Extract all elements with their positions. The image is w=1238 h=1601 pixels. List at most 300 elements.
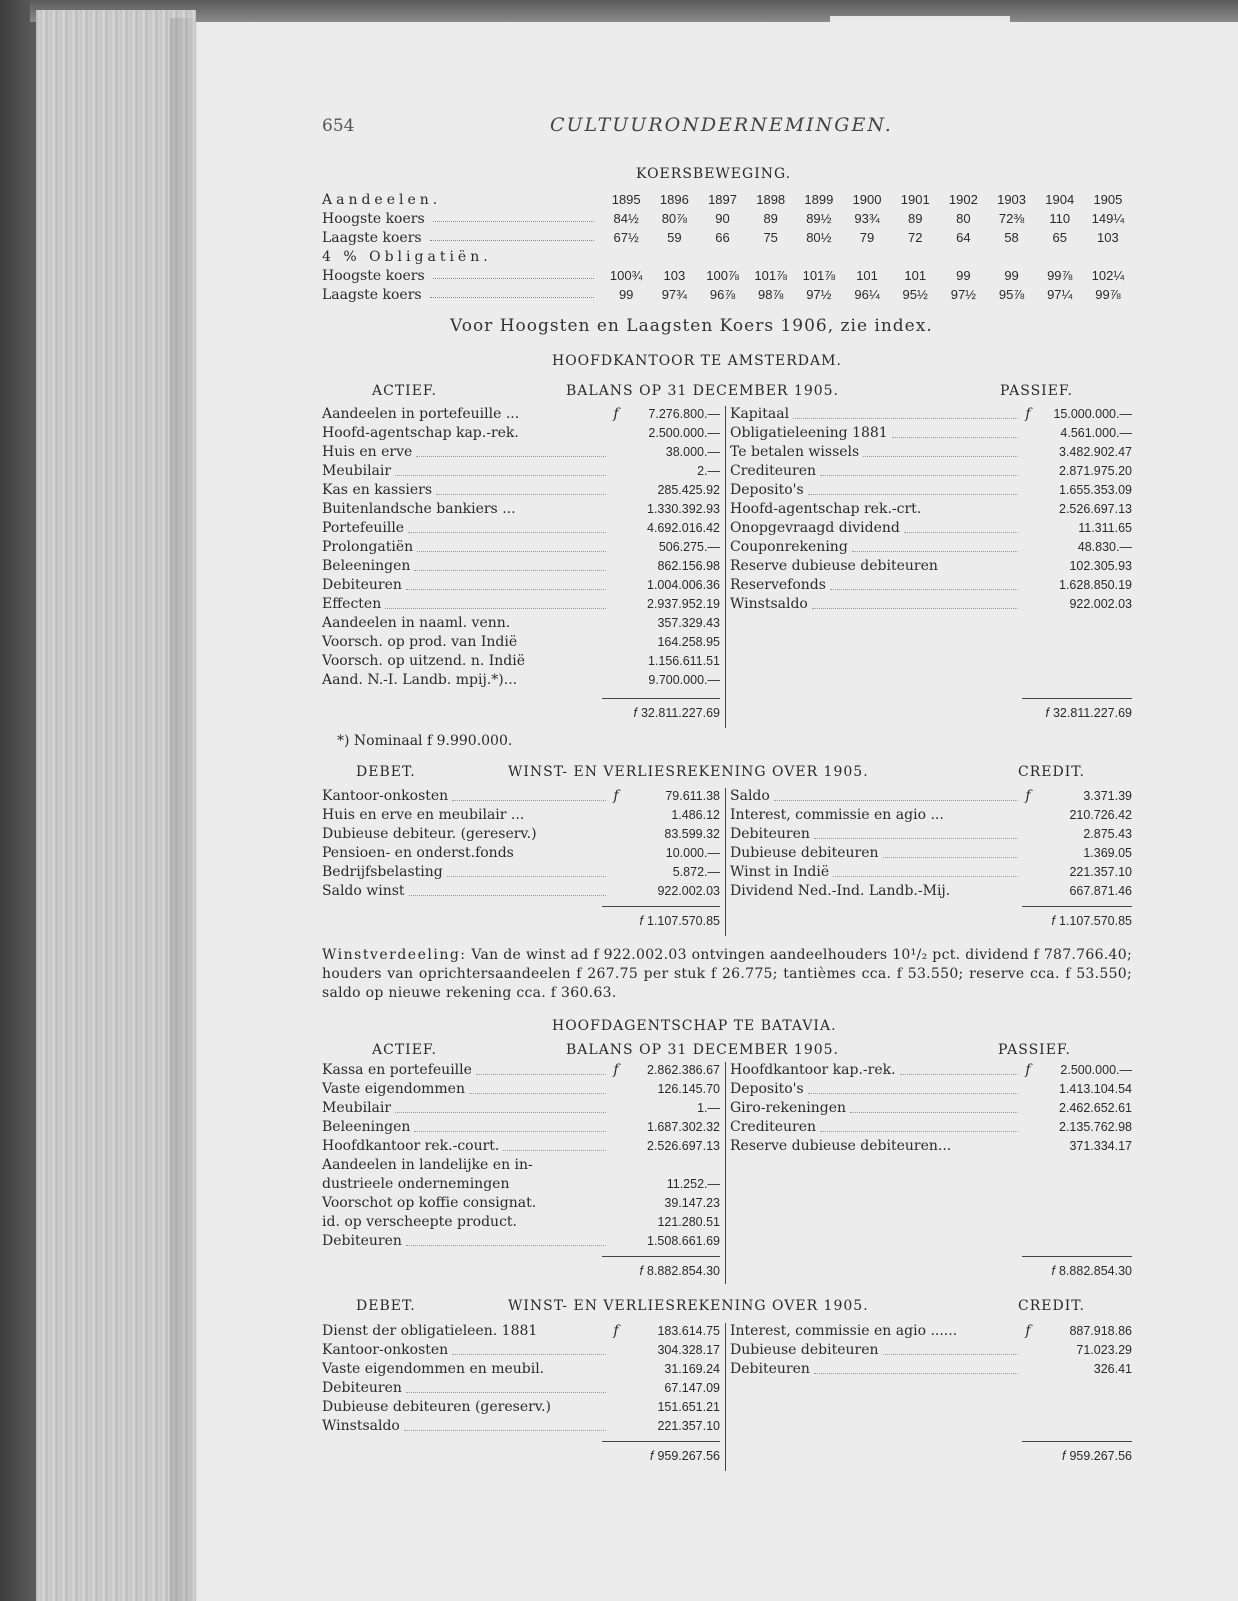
- leader-dots: [852, 541, 1018, 552]
- koers-note: Voor Hoogsten en Laagsten Koers 1906, zie index.: [450, 316, 933, 336]
- koers-value: 95½: [902, 287, 928, 302]
- book-top-edge: [30, 0, 1238, 22]
- ledger-amount: 667.871.46: [1069, 883, 1132, 898]
- ledger-line: [322, 1136, 720, 1155]
- ledger-label: Saldo winst: [322, 882, 405, 899]
- leader-dots: [409, 885, 606, 896]
- ledger-amount: 4.692.016.42: [647, 520, 720, 535]
- total-right: [992, 914, 1132, 928]
- ledger-line: [730, 881, 1132, 900]
- ledger-line: [322, 1174, 720, 1193]
- koers-value: 66: [715, 230, 730, 245]
- total-left: [582, 1449, 720, 1463]
- ledger-label: Interest, commissie en agio ...: [730, 806, 944, 823]
- winstverdeeling-text: Van de winst ad f 922.002.03 ontvingen aandeelhouders 10¹/₂ pct. dividend f 787.766.40; houders van oprichtersaandeelen f 267.75 per stuk f 26.775; tantièmes cca. f 53.550; reserve cca. f 53.550; saldo op nieuwe rekening cca. f 360.63.: [322, 947, 1132, 1001]
- ledger-amount: 1.508.661.69: [647, 1233, 720, 1248]
- ledger-line: [322, 670, 720, 689]
- koers-section-row: [322, 247, 1132, 266]
- ledger-label: Dubieuse debiteuren: [730, 844, 879, 861]
- ledger-line: [730, 480, 1132, 499]
- amsterdam-title: HOOFDKANTOOR TE AMSTERDAM.: [552, 353, 842, 369]
- ledger-amount: 126.145.70: [657, 1081, 720, 1096]
- total-left-amount: 959.267.56: [657, 1449, 720, 1463]
- koers-value: 99: [1004, 268, 1019, 283]
- total-right: [992, 1264, 1132, 1278]
- ledger-line: [322, 632, 720, 651]
- ledger-amount: 285.425.92: [657, 482, 720, 497]
- ledger-label: Kantoor-onkosten: [322, 1341, 449, 1358]
- currency-sign: f: [613, 1322, 619, 1339]
- ledger-amount: 5.872.—: [672, 864, 720, 879]
- ledger-line: [730, 575, 1132, 594]
- ledger-label: Kas en kassiers: [322, 481, 433, 498]
- ledger-label: Meubilair: [322, 462, 392, 479]
- ledger-line: [730, 843, 1132, 862]
- year-cell: 1895: [611, 192, 641, 207]
- leader-dots: [904, 522, 1018, 533]
- currency-sign: f: [1051, 1264, 1055, 1278]
- ledger-amount: 1.004.006.36: [647, 577, 720, 592]
- ledger-label: Winstsaldo: [322, 1417, 400, 1434]
- left-column: [322, 1060, 720, 1250]
- ledger-amount: 304.328.17: [657, 1342, 720, 1357]
- leader-dots: [406, 1382, 606, 1393]
- winstverdeeling-label: Winstverdeeling:: [322, 947, 467, 963]
- ledger-label: Reserve dubieuse debiteuren: [730, 557, 938, 574]
- ledger-line: [322, 651, 720, 670]
- ledger-line: [322, 1060, 720, 1079]
- koers-label-text: Hoogste koers: [322, 267, 425, 284]
- year-cell: 1897: [708, 192, 737, 207]
- ledger-amount: 2.500.000.—: [1060, 1062, 1132, 1077]
- leader-dots: [808, 484, 1018, 495]
- ledger-label: Deposito's: [730, 1080, 804, 1097]
- koers-value: 72: [907, 230, 923, 245]
- ledger-line: [322, 461, 720, 480]
- ledger-line: [322, 1359, 720, 1378]
- ledger-line: [730, 423, 1132, 442]
- ledger-amount: 2.500.000.—: [648, 425, 720, 440]
- ledger-amount: 862.156.98: [657, 558, 720, 573]
- ledger-label: Deposito's: [730, 481, 804, 498]
- koers-row-label: [322, 268, 602, 284]
- ledger-amount: 1.413.104.54: [1059, 1081, 1132, 1096]
- leader-dots: [833, 866, 1018, 877]
- total-rule-left: [602, 906, 720, 907]
- total-right-amount: 8.882.854.30: [1059, 1264, 1132, 1278]
- koers-value: 89: [763, 211, 778, 226]
- ledger-line: [322, 1321, 720, 1340]
- koers-value: 96¼: [854, 287, 880, 302]
- koers-value: 103: [1097, 230, 1119, 245]
- ledger-label: Crediteuren: [730, 1118, 817, 1135]
- ledger-amount: 15.000.000.—: [1053, 406, 1132, 421]
- ledger-amount: 38.000.—: [665, 444, 720, 459]
- ledger-label: Hoofdkantoor kap.-rek.: [730, 1061, 896, 1078]
- leader-dots: [414, 560, 606, 571]
- ledger-amount: 1.156.611.51: [647, 653, 720, 668]
- leader-dots: [452, 1344, 606, 1355]
- ledger-label: Debiteuren: [322, 1379, 402, 1396]
- koers-value: 99: [956, 268, 971, 283]
- ledger-amount: 11.311.65: [1078, 520, 1132, 535]
- ledger-line: [322, 537, 720, 556]
- column-divider: [725, 1062, 726, 1284]
- leader-dots: [452, 790, 606, 801]
- koers-value: 80½: [806, 230, 832, 245]
- ledger-amount: 1.330.392.93: [647, 501, 720, 516]
- ams-balans-center-header: BALANS OP 31 DECEMBER 1905.: [566, 383, 839, 399]
- koers-value: 103: [663, 268, 686, 283]
- ledger-label: Aandeelen in landelijke en in-: [322, 1156, 533, 1173]
- ledger-amount: 71.023.29: [1076, 1342, 1132, 1357]
- ledger-line: [730, 824, 1132, 843]
- ledger-line: [322, 1193, 720, 1212]
- year-cell: 1900: [852, 192, 882, 207]
- ledger-line: [322, 1117, 720, 1136]
- ledger-amount: 3.482.902.47: [1059, 444, 1132, 459]
- ledger-amount: 326.41: [1093, 1361, 1132, 1376]
- ledger-label: Bedrijfsbelasting: [322, 863, 443, 880]
- ledger-label: Kassa en portefeuille: [322, 1061, 472, 1078]
- ledger-amount: 2.871.975.20: [1059, 463, 1132, 478]
- ledger-amount: 1.628.850.19: [1059, 577, 1132, 592]
- ledger-label: Vaste eigendommen: [322, 1080, 465, 1097]
- ledger-line: [730, 442, 1132, 461]
- running-head: CULTUURONDERNEMINGEN.: [550, 114, 893, 136]
- column-divider: [725, 1323, 726, 1471]
- ledger-amount: 2.937.952.19: [647, 596, 720, 611]
- ledger-amount: 2.875.43: [1083, 826, 1132, 841]
- ams-winst-center-header: WINST- EN VERLIESREKENING OVER 1905.: [508, 764, 869, 780]
- ledger-amount: 1.369.05: [1083, 845, 1132, 860]
- ledger-amount: 164.258.95: [657, 634, 720, 649]
- ledger-amount: 151.651.21: [657, 1399, 720, 1414]
- ledger-label: Beleeningen: [322, 557, 411, 574]
- ledger-label: Dubieuse debiteuren (gereserv.): [322, 1398, 551, 1415]
- ledger-amount: 183.614.75: [657, 1323, 720, 1338]
- aandeelen-label: Aandeelen.: [322, 191, 442, 208]
- ledger-amount: 83.599.32: [664, 826, 720, 841]
- ledger-label: Couponrekening: [730, 538, 848, 555]
- column-divider: [725, 406, 726, 728]
- currency-sign: f: [1061, 1449, 1066, 1463]
- leader-dots: [469, 1083, 606, 1094]
- koers-value: 58: [1004, 230, 1019, 245]
- ledger-amount: 48.830.—: [1077, 539, 1132, 554]
- ledger-amount: 121.280.51: [657, 1214, 720, 1229]
- ledger-line: [322, 881, 720, 900]
- leader-dots: [414, 1121, 606, 1132]
- ledger-label: Prolongatiën: [322, 538, 414, 555]
- leader-dots: [433, 268, 594, 279]
- ledger-line: [730, 404, 1132, 423]
- total-left-amount: 8.882.854.30: [647, 1264, 720, 1278]
- ledger-amount: 506.275.—: [658, 539, 720, 554]
- total-right: [992, 1449, 1132, 1463]
- ledger-label: Giro-rekeningen: [730, 1099, 847, 1116]
- left-column: [322, 1321, 720, 1435]
- koers-value: 101⅞: [754, 268, 787, 283]
- ledger-line: [322, 1212, 720, 1231]
- book-cover-edge: [0, 0, 36, 1601]
- ledger-label: Voorsch. op uitzend. n. Indië: [322, 652, 526, 669]
- ledger-label: Aand. N.-I. Landb. mpij.*)...: [322, 671, 518, 688]
- ledger-line: [322, 1416, 720, 1435]
- koers-value: 100¾: [609, 268, 643, 283]
- winstverdeeling-paragraph: [322, 946, 1132, 1003]
- bat-winst-center-header: WINST- EN VERLIESREKENING OVER 1905.: [508, 1298, 869, 1314]
- ledger-label: Buitenlandsche bankiers ...: [322, 500, 516, 517]
- ledger-label: id. op verscheepte product.: [322, 1213, 517, 1230]
- koers-value: 101: [904, 268, 927, 283]
- year-cell: 1903: [997, 192, 1027, 207]
- ledger-label: Meubilair: [322, 1099, 392, 1116]
- ledger-line: [322, 805, 720, 824]
- total-right-amount: 1.107.570.85: [1059, 914, 1132, 928]
- koers-value: 99: [618, 287, 634, 302]
- koers-value: 101⅞: [802, 268, 836, 283]
- page-gutter-shadow: [170, 18, 200, 1601]
- bat-winst-credit-header: CREDIT.: [1018, 1298, 1085, 1314]
- ledger-amount: 1.—: [697, 1100, 720, 1115]
- leader-dots: [404, 1420, 606, 1431]
- koers-value: 59: [667, 230, 682, 245]
- ledger-amount: 221.357.10: [657, 1418, 720, 1433]
- ledger-amount: 922.002.03: [1069, 596, 1132, 611]
- ledger-label: dustrieele ondernemingen: [322, 1175, 510, 1192]
- koers-value: 97½: [950, 287, 977, 302]
- batavia-title: HOOFDAGENTSCHAP TE BATAVIA.: [552, 1018, 837, 1034]
- ledger-line: [322, 1231, 720, 1250]
- koers-value: 65: [1052, 230, 1067, 245]
- ledger-label: Winstsaldo: [730, 595, 808, 612]
- left-column: [322, 404, 720, 689]
- ledger-amount: 2.—: [697, 463, 720, 478]
- ledger-amount: 210.726.42: [1069, 807, 1132, 822]
- ledger-amount: 3.371.39: [1083, 788, 1132, 803]
- total-left: [582, 706, 720, 720]
- ledger-line: [730, 556, 1132, 575]
- leader-dots: [793, 408, 1018, 419]
- koers-label-text: Laagste koers: [322, 286, 422, 303]
- ledger-label: Hoofdkantoor rek.-court.: [322, 1137, 500, 1154]
- koers-value: 97¾: [661, 287, 687, 302]
- currency-sign: f: [613, 1061, 619, 1078]
- ledger-line: [730, 1340, 1132, 1359]
- right-column: [730, 404, 1132, 613]
- koers-label-text: Hoogste koers: [322, 210, 425, 227]
- leader-dots: [395, 465, 606, 476]
- koers-value: 101: [856, 268, 878, 283]
- koers-value: 89½: [806, 211, 832, 226]
- ledger-line: [322, 480, 720, 499]
- bat-balans-passief-header: PASSIEF.: [998, 1042, 1071, 1058]
- ledger-label: Voorschot op koffie consignat.: [322, 1194, 537, 1211]
- ledger-line: [322, 423, 720, 442]
- ledger-label: Dienst der obligatieleen. 1881: [322, 1322, 538, 1339]
- ledger-line: [322, 442, 720, 461]
- currency-sign: f: [613, 405, 619, 422]
- koers-value: 102¼: [1091, 268, 1125, 283]
- ledger-amount: 9.700.000.—: [648, 672, 720, 687]
- year-cell: 1899: [804, 192, 834, 207]
- ledger-line: [322, 862, 720, 881]
- total-right-amount: 959.267.56: [1069, 1449, 1132, 1463]
- koers-value: 99⅞: [1047, 268, 1073, 283]
- ams-winst-debet-header: DEBET.: [356, 764, 416, 780]
- ledger-line: [730, 499, 1132, 518]
- leader-dots: [385, 598, 606, 609]
- ledger-amount: 357.329.43: [657, 615, 720, 630]
- year-cell: 1904: [1045, 192, 1075, 207]
- ledger-label: Dubieuse debiteuren: [730, 1341, 879, 1358]
- koers-value: 90: [715, 211, 730, 226]
- ledger-label: Debiteuren: [322, 576, 402, 593]
- leader-dots: [830, 579, 1018, 590]
- koers-value: 95⅞: [998, 287, 1025, 302]
- ledger-line: [730, 786, 1132, 805]
- ledger-line: [322, 518, 720, 537]
- ledger-label: Beleeningen: [322, 1118, 411, 1135]
- total-right-amount: 32.811.227.69: [1052, 706, 1132, 720]
- leader-dots: [863, 446, 1018, 457]
- bat-winst-debet-header: DEBET.: [356, 1298, 416, 1314]
- ledger-label: Hoofd-agentschap kap.-rek.: [322, 424, 519, 441]
- leader-dots: [883, 1344, 1018, 1355]
- ledger-label: Reservefonds: [730, 576, 826, 593]
- currency-sign: f: [1025, 405, 1031, 422]
- leader-dots: [395, 1102, 606, 1113]
- total-left: [582, 914, 720, 928]
- koers-value: 75: [763, 230, 778, 245]
- koers-row-label: [322, 287, 602, 303]
- ledger-line: [322, 1098, 720, 1117]
- bat-balans-actief-header: ACTIEF.: [372, 1042, 437, 1058]
- right-column: [730, 1321, 1132, 1378]
- year-cell: 1905: [1093, 192, 1123, 207]
- ledger-line: [730, 1060, 1132, 1079]
- ledger-amount: 31.169.24: [664, 1361, 720, 1376]
- koers-value: 96⅞: [709, 287, 736, 302]
- total-rule-right: [1022, 698, 1132, 699]
- ledger-line: [322, 786, 720, 805]
- ledger-line: [322, 556, 720, 575]
- ledger-amount: 1.486.12: [671, 807, 720, 822]
- ledger-label: Voorsch. op prod. van Indië: [322, 633, 518, 650]
- ledger-line: [322, 843, 720, 862]
- batavia-profit-loss: [322, 1321, 1132, 1481]
- right-column: [730, 1060, 1132, 1155]
- leader-dots: [408, 522, 606, 533]
- koers-table: [322, 190, 1132, 304]
- koers-value: 84½: [613, 211, 639, 226]
- right-column: [730, 786, 1132, 900]
- total-rule-left: [602, 1256, 720, 1257]
- ams-balans-passief-header: PASSIEF.: [1000, 383, 1073, 399]
- leader-dots: [416, 446, 606, 457]
- currency-sign: f: [1051, 914, 1055, 928]
- ledger-label: Interest, commissie en agio ......: [730, 1322, 958, 1339]
- leader-dots: [820, 465, 1018, 476]
- currency-sign: f: [639, 1264, 643, 1278]
- ams-winst-credit-header: CREDIT.: [1018, 764, 1085, 780]
- currency-sign: f: [649, 1449, 654, 1463]
- currency-sign: f: [639, 914, 643, 928]
- ledger-label: Debiteuren: [730, 825, 810, 842]
- ledger-line: [322, 1397, 720, 1416]
- ledger-label: Pensioen- en onderst.fonds: [322, 844, 514, 861]
- koers-row: [322, 228, 1132, 247]
- koers-row: [322, 285, 1132, 304]
- koers-value: 149¼: [1091, 211, 1125, 226]
- total-left: [582, 1264, 720, 1278]
- ledger-label: Huis en erve: [322, 443, 413, 460]
- ledger-line: [730, 862, 1132, 881]
- leader-dots: [820, 1121, 1018, 1132]
- ledger-amount: 11.252.—: [666, 1176, 720, 1191]
- ledger-line: [322, 824, 720, 843]
- ledger-amount: 79.611.38: [665, 788, 720, 803]
- leader-dots: [406, 1235, 606, 1246]
- ledger-amount: 102.305.93: [1069, 558, 1132, 573]
- currency-sign: f: [613, 787, 619, 804]
- batavia-balance-sheet: [322, 1060, 1132, 1290]
- ledger-amount: 2.862.386.67: [647, 1062, 720, 1077]
- ledger-line: [322, 1378, 720, 1397]
- ledger-amount: 2.526.697.13: [1059, 501, 1132, 516]
- leader-dots: [812, 598, 1018, 609]
- leader-dots: [808, 1083, 1018, 1094]
- currency-sign: f: [1025, 1322, 1031, 1339]
- ledger-label: Saldo: [730, 787, 770, 804]
- ledger-amount: 371.334.17: [1069, 1138, 1132, 1153]
- ledger-line: [730, 461, 1132, 480]
- year-cell: 1898: [756, 192, 786, 207]
- total-right: [992, 706, 1132, 720]
- ledger-amount: 2.462.652.61: [1059, 1100, 1132, 1115]
- amsterdam-balance-sheet: [322, 404, 1132, 734]
- ledger-line: [730, 805, 1132, 824]
- koers-value: 110: [1049, 211, 1071, 226]
- currency-sign: f: [1025, 787, 1031, 804]
- ledger-line: [322, 613, 720, 632]
- ledger-amount: 1.655.353.09: [1059, 482, 1132, 497]
- koers-section-label: [322, 249, 722, 265]
- leader-dots: [892, 427, 1018, 438]
- koers-value: 79: [859, 230, 875, 245]
- ledger-label: Winst in Indië: [730, 863, 830, 880]
- koers-row-label: [322, 230, 602, 246]
- koers-value: 80: [956, 211, 971, 226]
- koers-value: 67½: [613, 230, 639, 245]
- ledger-line: [322, 499, 720, 518]
- currency-sign: f: [1045, 706, 1049, 720]
- total-rule-left: [602, 698, 720, 699]
- ledger-line: [730, 1321, 1132, 1340]
- ledger-label: Reserve dubieuse debiteuren...: [730, 1137, 952, 1154]
- ledger-label: Kantoor-onkosten: [322, 787, 449, 804]
- leader-dots: [774, 790, 1018, 801]
- ledger-label: Portefeuille: [322, 519, 405, 536]
- ledger-label: Huis en erve en meubilair ...: [322, 806, 525, 823]
- currency-sign: f: [633, 706, 637, 720]
- ledger-label: Aandeelen in naaml. venn.: [322, 614, 511, 631]
- ledger-label: Kapitaal: [730, 405, 790, 422]
- koers-label-text: Laagste koers: [322, 229, 422, 246]
- ams-balans-actief-header: ACTIEF.: [372, 383, 437, 399]
- ledger-amount: 1.687.302.32: [647, 1119, 720, 1134]
